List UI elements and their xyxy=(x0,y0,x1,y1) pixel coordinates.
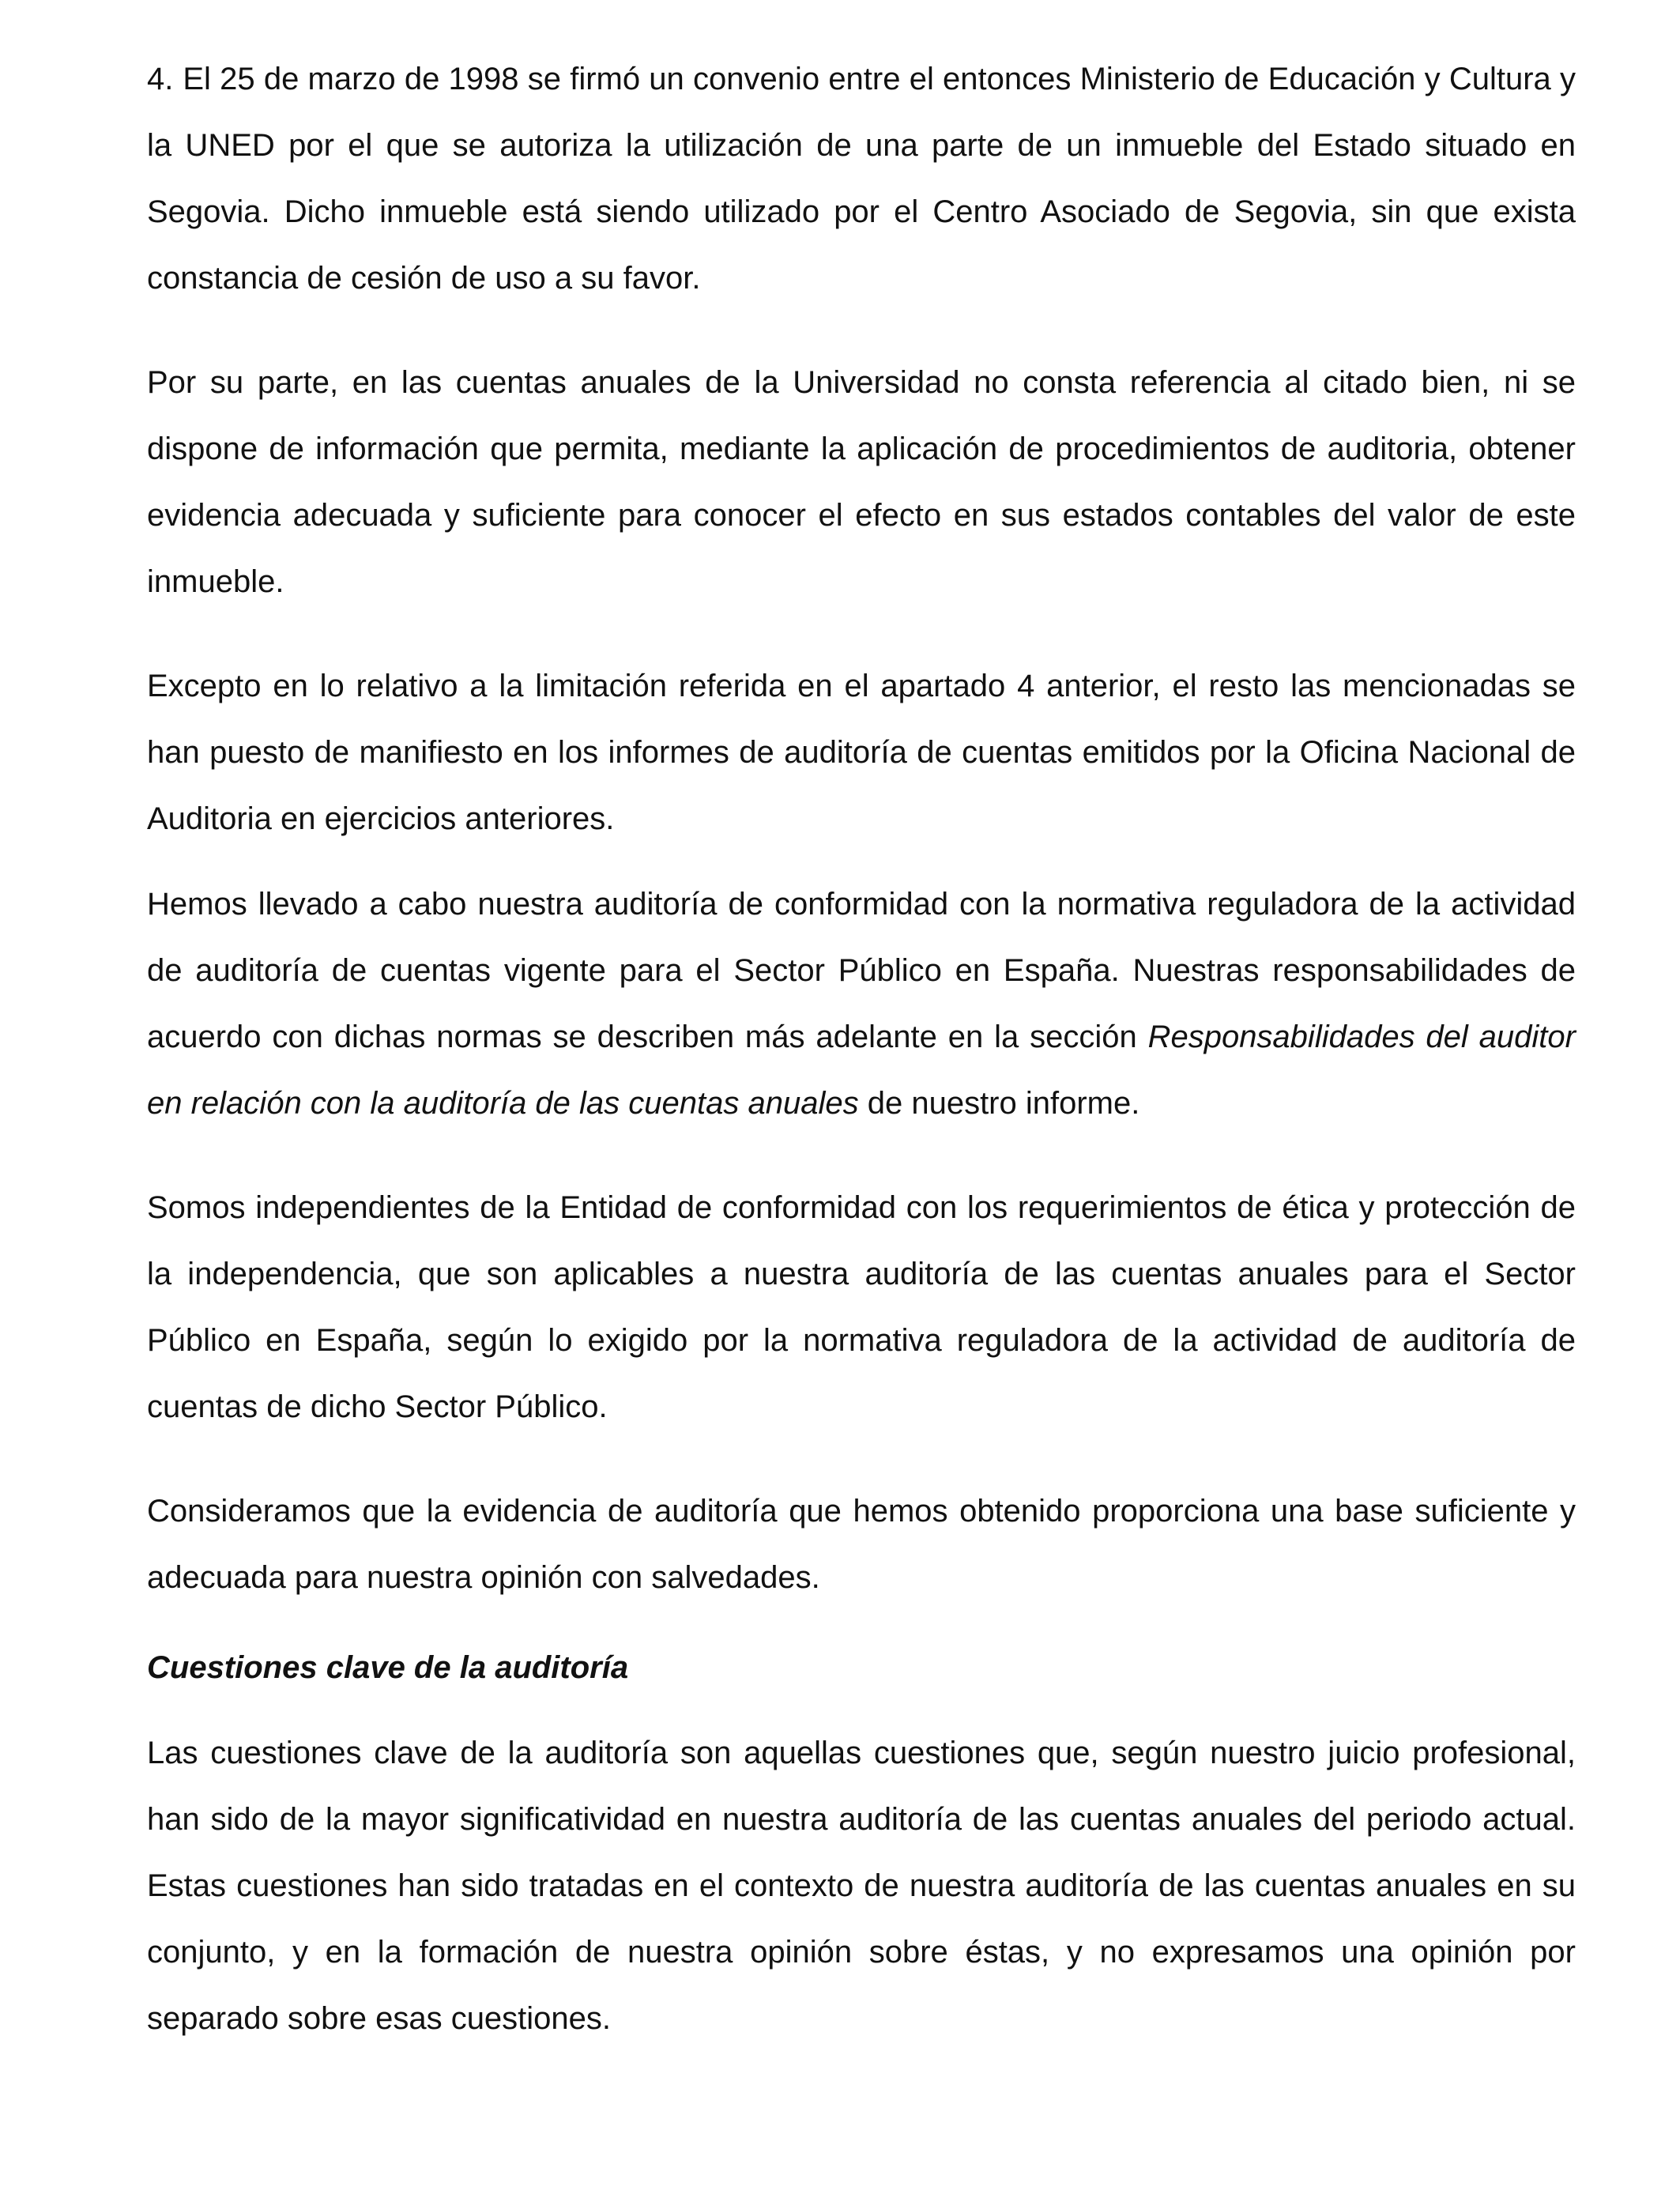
section-heading-cuestiones-clave: Cuestiones clave de la auditoría xyxy=(147,1650,629,1685)
paragraph-cuentas-anuales-universidad: Por su parte, en las cuentas anuales de la Universidad no consta referencia al citado bien, ni se dispone de información que permita, mediante la aplicación de procedimientos de auditoria, obtener evidencia adecuada y suficiente para conocer el efecto en sus estados contables del valor de este inmueble. xyxy=(147,365,1576,599)
paragraph-hemos-llevado-a-cabo xyxy=(147,871,1576,1137)
paragraph-text-after: de nuestro informe. xyxy=(858,1086,1140,1121)
paragraph-excepto-limitacion: Excepto en lo relativo a la limitación referida en el apartado 4 anterior, el resto las mencionadas se han puesto de manifiesto en los informes de auditoría de cuentas emitidos por la Oficina Nacional de Auditoria en ejercicios anteriores. xyxy=(147,669,1576,836)
paragraph-number: 4. xyxy=(147,62,174,96)
paragraph-somos-independientes: Somos independientes de la Entidad de conformidad con los requerimientos de ética y protección de la independencia, que son aplicables a nuestra auditoría de las cuentas anuales para el Sector Público en España, según lo exigido por la normativa reguladora de la actividad de auditoría de cuentas de dicho Sector Público. xyxy=(147,1190,1576,1424)
paragraph-convenio-segovia xyxy=(147,46,1576,311)
section-reference-italic: Responsabilidades del auditor en relación con la auditoría de las cuentas anuales xyxy=(147,1020,1576,1121)
paragraph-cuestiones-clave: Las cuestiones clave de la auditoría son aquellas cuestiones que, según nuestro juicio profesional, han sido de la mayor significatividad en nuestra auditoría de las cuentas anuales del periodo actual. Estas cuestiones han sido tratadas en el contexto de nuestra auditoría de las cuentas anuales en su conjunto, y en la formación de nuestra opinión sobre éstas, y no expresamos una opinión por separado sobre esas cuestiones. xyxy=(147,1736,1576,2036)
paragraph-text-before: Hemos llevado a cabo nuestra auditoría de conformidad con la normativa reguladora de la actividad de auditoría de cuentas vigente para el Sector Público en España. Nuestras responsabilidades de acuerdo con dichas normas se describen más adelante en la sección xyxy=(147,887,1576,1054)
paragraph-consideramos: Consideramos que la evidencia de auditoría que hemos obtenido proporciona una base suficiente y adecuada para nuestra opinión con salvedades. xyxy=(147,1494,1576,1595)
paragraph-text: El 25 de marzo de 1998 se firmó un convenio entre el entonces Ministerio de Educación y Cultura y la UNED por el que se autoriza la utilización de una parte de un inmueble del Estado situado en Segovia. Dicho inmueble está siendo utilizado por el Centro Asociado de Segovia, sin que exista constancia de cesión de uso a su favor. xyxy=(147,62,1576,296)
document-page xyxy=(147,46,1576,2052)
